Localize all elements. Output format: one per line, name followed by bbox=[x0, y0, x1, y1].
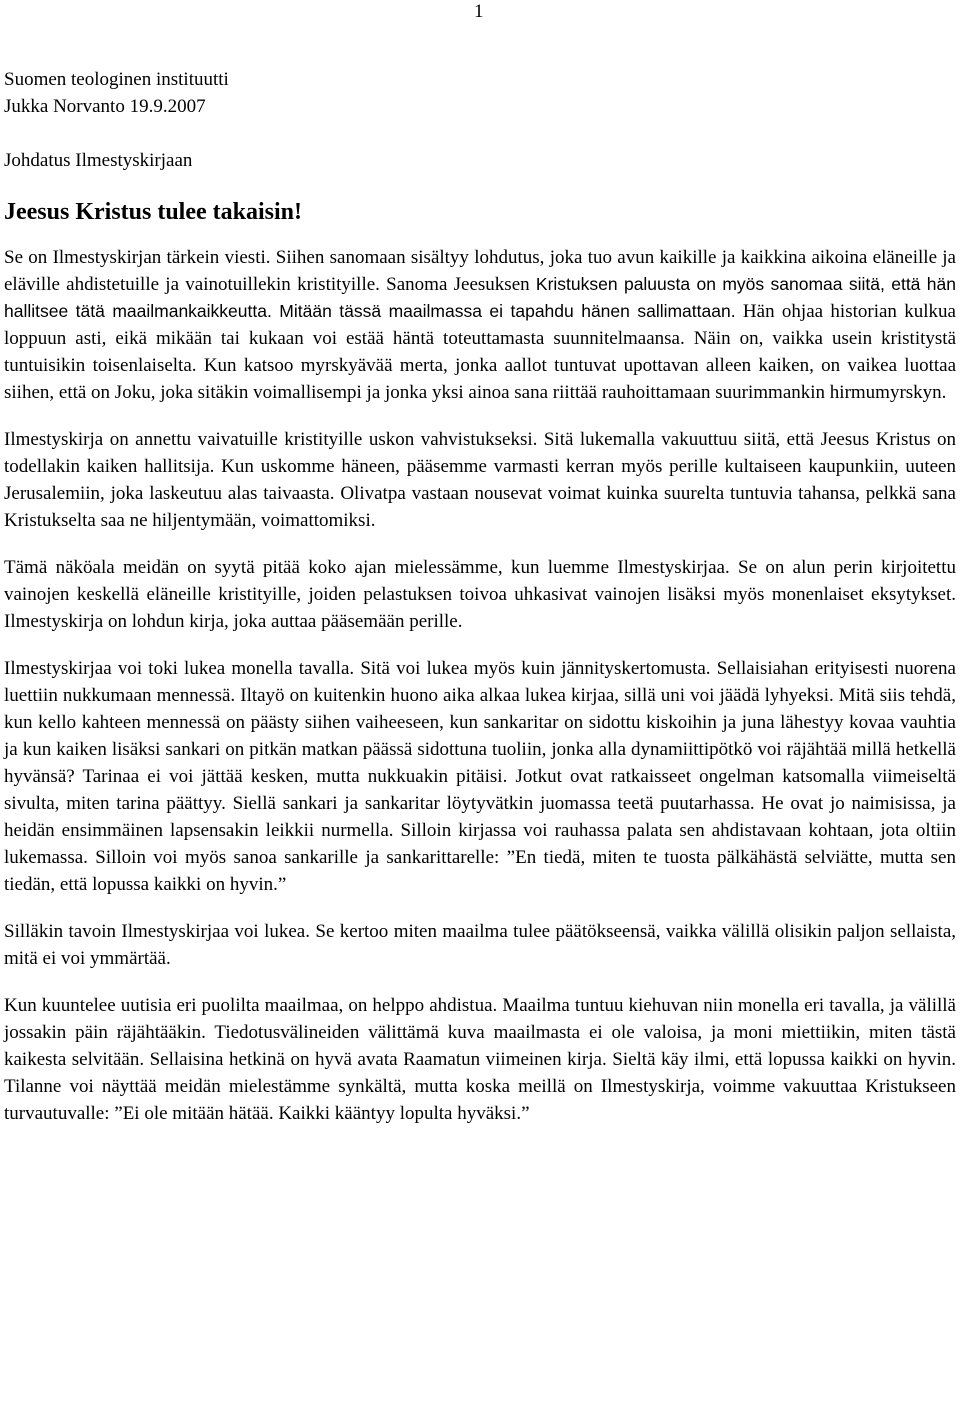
paragraph-1-part-b: Kristuksen paluusta on myös sanomaa siitä, että hän hallitsee tätä maailmankaikkeutta. Mitään tässä maailmassa ei tapahdu hänen sallimattaan. bbox=[4, 274, 956, 321]
paragraph-5: Silläkin tavoin Ilmestyskirjaa voi lukea. Se kertoo miten maailma tulee päätökseensä, vaikka välillä olisikin paljon sellaista, mitä ei voi ymmärtää. bbox=[4, 921, 956, 969]
document-title: Jeesus Kristus tulee takaisin! bbox=[4, 199, 303, 225]
author-date: Jukka Norvanto 19.9.2007 bbox=[4, 96, 206, 117]
page-number: 1 bbox=[474, 1, 484, 22]
document-body bbox=[4, 66, 956, 1127]
paragraph-1-part-c: Hän ohjaa historian kulkua loppuun asti, eikä mikään tai kukaan voi estää häntä toteuttamasta suunnitelmaansa. Näin on, vaikka usein kristitystä tuntuisikin toisenlaiselta. bbox=[4, 301, 956, 376]
paragraph-6: Kun kuuntelee uutisia eri puolilta maailmaa, on helppo ahdistua. Maailma tuntuu kiehuvan niin monella eri tavalla, ja välillä jossakin päin räjähtääkin. Tiedotusvälineiden välittämä kuva maailmasta ei ole valoisa, ja moni miettiikin, miten tästä kaikesta selvitään. Sellaisina hetkinä on hyvä avata Raamatun viimeinen kirja. Sieltä käy ilmi, että lopussa kaikki on hyvin. Tilanne voi näyttää meidän mielestämme synkältä, mutta koska meillä on Ilmestyskirja, voimme vakuuttaa Kristukseen turvautuvalle: ”Ei ole mitään hätää. Kaikki kääntyy lopulta hyväksi.” bbox=[4, 995, 956, 1124]
document-subtitle: Johdatus Ilmestyskirjaan bbox=[4, 150, 193, 171]
institution-name: Suomen teologinen instituutti bbox=[4, 69, 229, 90]
paragraph-2: Ilmestyskirja on annettu vaivatuille kristityille uskon vahvistukseksi. Sitä lukemalla vakuuttuu siitä, että Jeesus Kristus on todellakin kaiken hallitsija. Kun uskomme häneen, pääsemme varmasti kerran myös perille kultaiseen kaupunkiin, uuteen Jerusalemiin, joka laskeutuu alas taivaasta. Olivatpa vastaan nousevat voimat kuinka suurelta tuntuvia tahansa, pelkkä sana Kristukselta saa ne hiljentymään, voimattomiksi. bbox=[4, 429, 956, 531]
paragraph-4: Ilmestyskirjaa voi toki lukea monella tavalla. Sitä voi lukea myös kuin jännityskertomusta. Sellaisiahan erityisesti nuorena luettiin nukkumaan mennessä. Iltayö on kuitenkin huono aika alkaa lukea kirjaa, sillä uni voi jäädä lyhyeksi. Mitä siis tehdä, kun kello kahteen mennessä on päästy siihen vaiheeseen, kun sankaritar on sidottu kiskoihin ja juna lähestyy kovaa vauhtia ja kun kaiken lisäksi sankari on pitkän matkan päässä sidottuna tuoliin, jonka alla dynamiittipötkö voi räjähtää millä hetkellä hyvänsä? Tarinaa ei voi jättää kesken, mutta nukkuakin pitäisi. Jotkut ovat ratkaisseet ongelman katsomalla viimeiseltä sivulta, miten tarina päättyy. Siellä sankari ja sankaritar löytyvätkin juomassa teetä puutarhassa. He ovat jo naimisissa, ja heidän ensimmäinen lapsensakin leikkii nurmella. Silloin kirjassa voi rauhassa palata sen ahdistavaan kohtaan, jota oltiin lukemassa. Silloin voi myös sanoa sankarille ja sankarittarelle: ”En tiedä, miten te tuosta pälkähästä selviätte, mutta sen tiedän, että lopussa kaikki on hyvin.” bbox=[4, 658, 956, 895]
paragraph-1-part-d: Kun katsoo myrskyävää merta, jonka aallot tuntuvat upottavan alleen kaiken, on vaikea luottaa siihen, että on Joku, joka sitäkin voimallisempi ja jonka yksi ainoa sana riittää rauhoittamaan suurimmankin hirmumyrskyn. bbox=[4, 355, 956, 403]
paragraph-1 bbox=[4, 244, 956, 406]
paragraph-3: Tämä näköala meidän on syytä pitää koko ajan mielessämme, kun luemme Ilmestyskirjaa. Se on alun perin kirjoitettu vainojen keskellä eläneille kristityille, joiden pelastuksen toivoa uhkasivat vainojen lisäksi myös monenlaiset eksytykset. Ilmestyskirja on lohdun kirja, joka auttaa pääsemään perille. bbox=[4, 557, 956, 632]
paragraph-1-part-a: Se on Ilmestyskirjan tärkein viesti. Siihen sanomaan sisältyy lohdutus, joka tuo avun kaikille ja kaikkina aikoina eläneille ja eläville ahdistetuille ja vainotuillekin kristityille. Sanoma Jeesuksen bbox=[4, 247, 956, 295]
